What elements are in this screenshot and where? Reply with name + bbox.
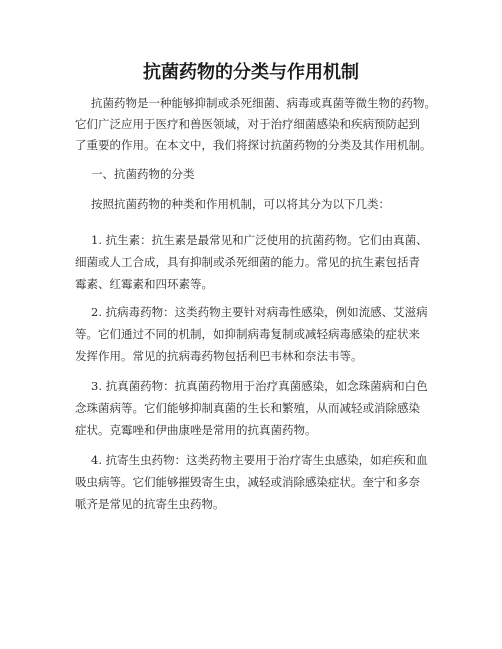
item-2-line-1: 2. 抗病毒药物：这类药物主要针对病毒性感染，例如流感、艾滋病: [91, 305, 428, 319]
item-4-line-3: 哌齐是常见的抗寄生虫药物。: [75, 497, 225, 511]
intro-line-2: 它们广泛应用于医疗和兽医领域，对于治疗细菌感染和疾病预防起到: [75, 117, 420, 131]
section-intro: 按照抗菌药物的种类和作用机制，可以将其分为以下几类：: [91, 197, 390, 211]
section-heading: 一、抗菌药物的分类: [91, 167, 195, 181]
item-2-line-2: 等。它们通过不同的机制，如抑制病毒复制或减轻病毒感染的症状来: [75, 327, 420, 341]
intro-line-3: 了重要的作用。在本文中，我们将探讨抗菌药物的分类及其作用机制。: [75, 138, 432, 152]
intro-line-1: 抗菌药物是一种能够抑制或杀死细菌、病毒或真菌等微生物的药物。: [91, 96, 436, 110]
item-3-line-1: 3. 抗真菌药物：抗真菌药物用于治疗真菌感染，如念珠菌病和白色: [91, 379, 428, 393]
item-1-line-1: 1. 抗生素：抗生素是最常见和广泛使用的抗菌药物。它们由真菌、: [91, 233, 428, 247]
item-3-line-3: 症状。克霉唑和伊曲康唑是常用的抗真菌药物。: [75, 423, 317, 437]
document-title: 抗菌药物的分类与作用机制: [143, 62, 359, 83]
item-3-line-2: 念珠菌病等。它们能够抑制真菌的生长和繁殖，从而减轻或消除感染: [75, 401, 420, 415]
item-4-line-1: 4. 抗寄生虫药物：这类药物主要用于治疗寄生虫感染，如疟疾和血: [91, 453, 428, 467]
item-1-line-2: 细菌或人工合成，具有抑制或杀死细菌的能力。常见的抗生素包括青: [75, 255, 420, 269]
item-1-line-3: 霉素、红霉素和四环素等。: [75, 277, 213, 291]
item-4-line-2: 吸虫病等。它们能够摧毁寄生虫，减轻或消除感染症状。奎宁和多奈: [75, 475, 420, 489]
item-2-line-3: 发挥作用。常见的抗病毒药物包括利巴韦林和奈法韦等。: [75, 349, 363, 363]
